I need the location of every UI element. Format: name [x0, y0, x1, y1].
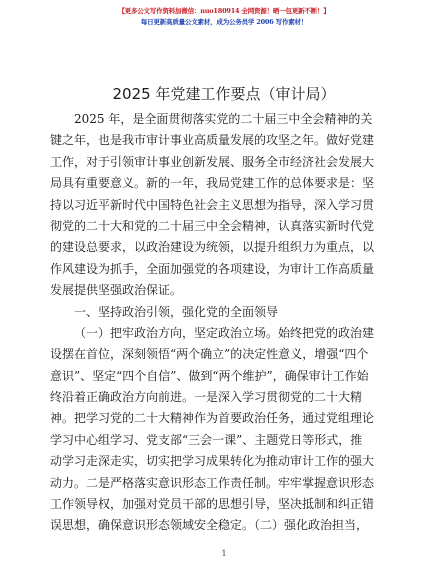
banner-line-2: 每日更新高质量公文素材，成为公务员学 2006 写作素材！ — [140, 18, 308, 26]
line-text: 动学习走深走实，切实把学习成果转化为推动审计工作的强大 — [50, 454, 375, 469]
line-text: 误思想，确保意识形态领域安全稳定。（二）强化政治担当， — [50, 518, 369, 533]
line-text: 发展提供坚强政治保证。 — [50, 283, 183, 298]
body-line — [50, 195, 395, 216]
body-line — [50, 130, 395, 151]
line-text: 键之年，也是我市审计事业高质量发展的攻坚之年。做好党建 — [50, 133, 375, 148]
line-text: 动力。二是严格落实意识形态工作责任制。牢牢掌握意识形态 — [50, 475, 375, 490]
line-text: 彻党的二十大和党的二十届三中全会精神，认真落实新时代党 — [50, 218, 375, 233]
body-line — [50, 323, 395, 344]
line-text: 意识”、坚定“四个自信”、做到“两个维护”，确保审计工作始 — [50, 368, 369, 383]
page-number: 1 — [221, 549, 227, 558]
body-line — [50, 515, 395, 536]
body-line — [50, 473, 395, 494]
body-line — [50, 152, 395, 173]
document-title: 2025 年党建工作要点（审计局） — [112, 85, 336, 103]
line-text: 神。把学习党的二十大精神作为首要政治任务，通过党组理论 — [50, 411, 375, 426]
header-banner — [0, 6, 448, 28]
body-line — [50, 408, 395, 429]
heading-text: 一、坚持政治引领，强化党的全面领导 — [74, 304, 279, 319]
line-text: 工作领导权，加强对党员干部的思想引导，坚决抵制和纠正错 — [50, 497, 375, 512]
line-text: 学习中心组学习、党支部“三会一课”、主题党日等形式，推 — [50, 432, 363, 447]
body-line — [50, 430, 395, 451]
banner-line-1: 【更多公文写作资料加微信：nuo180914 全网资源！晒一包更新不断！】 — [118, 7, 330, 15]
section-heading — [50, 302, 395, 323]
line-text: （一）把牢政治方向，坚定政治立场。始终把党的政治建 — [74, 325, 375, 340]
line-text: 的建设总要求，以政治建设为统领，以提升组织力为重点，以 — [50, 240, 375, 255]
line-text: 持以习近平新时代中国特色社会主义思想为指导，深入学习贯 — [50, 197, 375, 212]
body-line — [50, 109, 395, 130]
body-line — [50, 216, 395, 237]
body-line — [50, 280, 395, 301]
body-line — [50, 237, 395, 258]
body-line — [50, 387, 395, 408]
body-line — [50, 494, 395, 515]
line-text: 2025 年，是全面贯彻落实党的二十届三中全会精神的关 — [74, 112, 373, 126]
body-line — [50, 344, 395, 365]
document-body — [50, 109, 395, 537]
line-text: 局具有重要意义。新的一年，我局党建工作的总体要求是：坚 — [50, 176, 375, 191]
body-line — [50, 451, 395, 472]
line-text: 作风建设为抓手，全面加强党的各项建设，为审计工作高质量 — [50, 261, 375, 276]
body-line — [50, 366, 395, 387]
line-text: 终沿着正确政治方向前进。一是深入学习贯彻党的二十大精 — [50, 390, 363, 405]
line-text: 设摆在首位，深刻领悟“两个确立”的决定性意义，增强“四个 — [50, 347, 369, 362]
body-line — [50, 259, 395, 280]
line-text: 工作，对于引领审计事业创新发展、服务全市经济社会发展大 — [50, 154, 375, 169]
body-line — [50, 173, 395, 194]
